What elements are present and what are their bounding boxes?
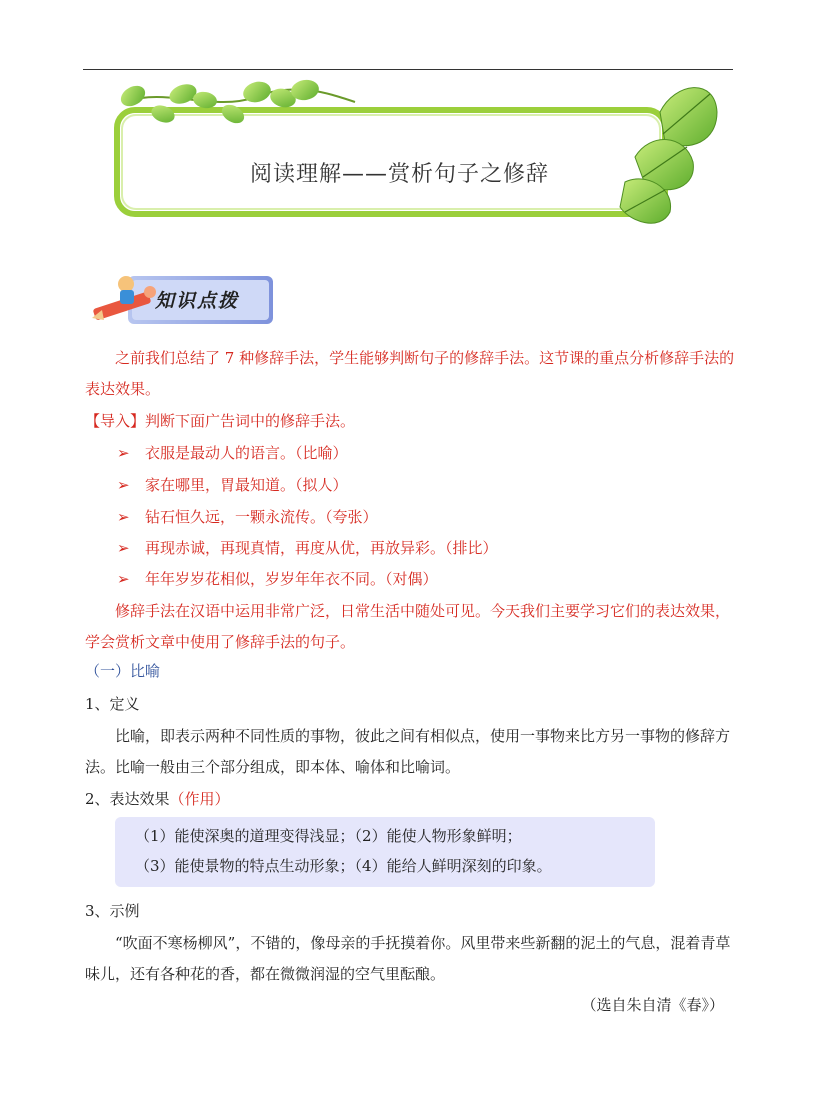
arrow-bullet-icon: ➢ (117, 508, 130, 526)
list-item (117, 438, 348, 469)
arrow-bullet-icon: ➢ (117, 539, 130, 557)
effects-line: （1）能使深奥的道理变得浅显；（2）能使人物形象鲜明； (135, 827, 522, 845)
list-item-text: 衣服是最动人的语言。（比喻） (145, 444, 348, 462)
intro-paragraph: 之前我们总结了 7 种修辞手法，学生能够判断句子的修辞手法。这节课的重点分析修辞手法的表达效果。 (85, 349, 735, 398)
effect-note: （作用） (169, 790, 230, 808)
list-item-text: 钻石恒久远，一颗永流传。（夸张） (145, 508, 378, 526)
list-item-text: 家在哪里，胃最知道。（拟人） (145, 476, 348, 494)
effect-heading-line (85, 784, 735, 815)
arrow-bullet-icon: ➢ (117, 444, 130, 462)
section-badge-label: 知识点拨 (155, 290, 240, 312)
lead-line (85, 406, 735, 437)
effect-heading: 2、表达效果 (85, 790, 170, 808)
definition-text: 比喻，即表示两种不同性质的事物，彼此之间有相似点，使用一事物来比方另一事物的修辞方法。比喻一般由三个部分组成，即本体、喻体和比喻词。 (85, 727, 731, 776)
leaf-banner-frame (105, 72, 725, 232)
closing-paragraph: 修辞手法在汉语中运用非常广泛，日常生活中随处可见。今天我们主要学习它们的表达效果，学会赏析文章中使用了修辞手法的句子。 (85, 602, 731, 651)
example-heading: 3、示例 (85, 902, 140, 920)
list-item-text: 再现赤诚，再现真情，再度从优，再放异彩。（排比） (145, 539, 498, 557)
list-item (117, 564, 438, 595)
example-text: “吹面不寒杨柳风”，不错的，像母亲的手抚摸着你。风里带来些新翻的泥土的气息，混着青草味儿，还有各种花的香，都在微微润湿的空气里酝酿。 (85, 934, 731, 983)
lead-bracket: 【导入】 (85, 412, 146, 430)
top-rule (83, 69, 733, 70)
effects-line: （3）能使景物的特点生动形象；（4）能给人鲜明深刻的印象。 (135, 857, 552, 875)
arrow-bullet-icon: ➢ (117, 476, 130, 494)
lead-text: 判断下面广告词中的修辞手法。 (145, 412, 356, 430)
arrow-bullet-icon: ➢ (117, 570, 130, 588)
page-title: 阅读理解——赏析句子之修辞 (250, 162, 550, 187)
list-item (117, 470, 348, 501)
definition-heading: 1、定义 (85, 695, 140, 713)
list-item (117, 533, 498, 564)
section-heading-simile: （一）比喻 (85, 662, 161, 680)
list-item (117, 502, 378, 533)
example-source: （选自朱自清《春》） (581, 996, 724, 1014)
list-item-text: 年年岁岁花相似，岁岁年年衣不同。（对偶） (145, 570, 438, 588)
